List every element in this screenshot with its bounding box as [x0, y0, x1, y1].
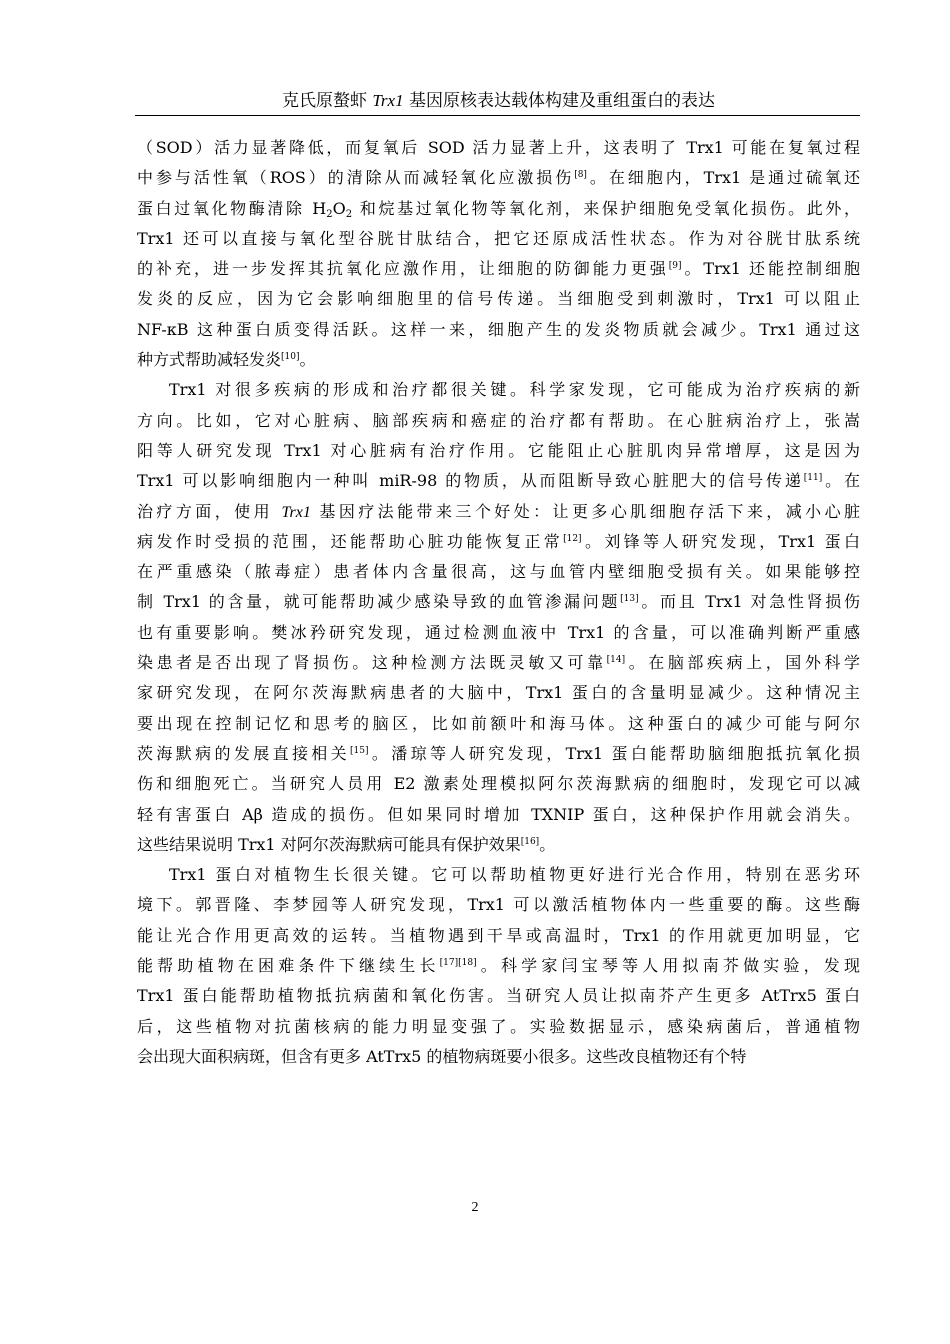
- header-rule: [135, 115, 860, 116]
- running-header: [137, 90, 860, 112]
- text-run: 伤和细胞死亡。当研究人员用 E2 激素处理模拟阿尔茨海默病的细胞时，发现它可以减: [137, 774, 860, 794]
- paragraph: [137, 375, 860, 860]
- text-run: 基因疗法能带来三个好处：让更多心肌细胞存活下来，减小心脏: [310, 501, 860, 521]
- citation-ref: [12]: [563, 533, 582, 544]
- text-line: [137, 254, 860, 284]
- text-line: [137, 709, 860, 739]
- text-run: 。刘锋等人研究发现，Trx1 蛋白: [581, 531, 860, 551]
- paragraph: [137, 133, 860, 375]
- body-text: [137, 133, 860, 1072]
- text-run: （SOD）活力显著降低，而复氧后 SOD 活力显著上升，这表明了 Trx1 可能在复氧过程: [137, 138, 860, 157]
- text-line: [137, 527, 860, 557]
- citation-ref: [11]: [803, 473, 823, 484]
- text-run: 。: [539, 834, 556, 854]
- text-run: Trx1 蛋白能帮助植物抵抗病菌和氧化伤害。当研究人员让拟南芥产生更多 AtTrx5 蛋白: [137, 986, 860, 1006]
- text-line: [137, 133, 860, 163]
- citation-ref: [17][18]: [439, 958, 477, 969]
- text-run: 轻有害蛋白 Aβ 造成的损伤。但如果同时增加 TXNIP 蛋白，这种保护作用就会消失。: [137, 804, 860, 824]
- text-run: 也有重要影响。樊冰矜研究发现，通过检测血液中 Trx1 的含量，可以准确判断严重感: [137, 622, 860, 642]
- text-run: 。在: [822, 471, 860, 491]
- text-run: 病发作时受损的范围，还能帮助心脏功能恢复正常: [137, 531, 564, 551]
- text-line: [137, 163, 860, 193]
- text-line: [137, 497, 860, 527]
- text-line: [137, 981, 860, 1011]
- text-run: Trx1 可以影响细胞内一种叫 miR-98 的物质，从而阻断导致心脏肥大的信号传递: [137, 471, 804, 491]
- text-line: [137, 284, 860, 314]
- text-run: 。Trx1 还能控制细胞: [681, 259, 860, 279]
- text-run: 能让光合作用更高效的运转。当植物遇到干旱或高温时，Trx1 的作用就更加明显，它: [137, 925, 860, 945]
- text-line: [137, 224, 860, 254]
- text-run: 茨海默病的发展直接相关: [137, 743, 351, 763]
- text-line: [137, 648, 860, 678]
- text-run: O: [332, 198, 346, 218]
- text-line: [137, 466, 860, 496]
- text-run: Trx1 还可以直接与氧化型谷胱甘肽结合，把它还原成活性状态。作为对谷胱甘肽系统: [137, 228, 860, 248]
- text-line: [137, 678, 860, 708]
- citation-ref: [13]: [620, 594, 639, 605]
- text-run: Trx1 对很多疾病的形成和治疗都很关键。科学家发现，它可能成为治疗疾病的新: [169, 380, 860, 400]
- text-run: 。潘琼等人研究发现，Trx1 蛋白能帮助脑细胞抵抗氧化损: [368, 743, 860, 763]
- text-line: [137, 1012, 860, 1042]
- text-run: 要出现在控制记忆和思考的脑区，比如前额叶和海马体。这种蛋白的减少可能与阿尔: [137, 713, 860, 733]
- text-run: 。在脑部疾病上，国外科学: [625, 653, 860, 673]
- header-title-prefix: 克氏原螯虾: [282, 91, 367, 111]
- text-run: 发炎的反应，因为它会影响细胞里的信号传递。当细胞受到刺激时，Trx1 可以阻止: [137, 289, 860, 309]
- text-line: [137, 860, 860, 890]
- text-line: [137, 557, 860, 587]
- citation-ref: [15]: [350, 745, 369, 756]
- citation-ref: [8]: [574, 170, 587, 181]
- subscript: 2: [345, 208, 353, 220]
- text-run: 家研究发现，在阿尔茨海默病患者的大脑中，Trx1 蛋白的含量明显减少。这种情况主: [137, 683, 860, 703]
- text-run: 和烷基过氧化物等氧化剂，来保护细胞免受氧化损伤。此外，: [352, 198, 860, 218]
- text-run: 方向。比如，它对心脏病、脑部疾病和癌症的治疗都有帮助。在心脏病治疗上，张嵩: [137, 410, 860, 430]
- text-line: [137, 436, 860, 466]
- text-line: [137, 739, 860, 769]
- text-line: [137, 951, 860, 981]
- citation-ref: [14]: [606, 655, 626, 666]
- header-title-suffix: 基因原核表达载体构建及重组蛋白的表达: [409, 91, 715, 111]
- text-run: 中参与活性氧（ROS）的清除从而减轻氧化应激损伤: [137, 168, 575, 188]
- text-line: [137, 921, 860, 951]
- text-run: 这些结果说明 Trx1 对阿尔茨海默病可能具有保护效果: [137, 834, 521, 854]
- text-run: 后，这些植物对抗菌核病的能力明显变强了。实验数据显示，感染病菌后，普通植物: [137, 1016, 860, 1036]
- text-line: [137, 618, 860, 648]
- gene-name-italic: Trx1: [281, 503, 311, 521]
- text-run: 蛋白过氧化物酶清除 H: [137, 198, 327, 218]
- text-run: 。而且 Trx1 对急性肾损伤: [638, 592, 860, 612]
- subscript: 2: [326, 208, 333, 220]
- page-number: 2: [471, 1200, 479, 1215]
- text-run: 制 Trx1 的含量，就可能帮助减少感染导致的血管渗漏问题: [137, 592, 621, 612]
- text-line: [137, 830, 860, 860]
- text-run: 染患者是否出现了肾损伤。这种检测方法既灵敏又可靠: [137, 653, 607, 673]
- text-line: [137, 890, 860, 920]
- text-run: 。科学家闫宝琴等人用拟南芥做实验，发现: [476, 956, 860, 976]
- text-line: [137, 406, 860, 436]
- text-run: 的补充，进一步发挥其抗氧化应激作用，让细胞的防御能力更强: [137, 259, 669, 279]
- citation-ref: [16]: [520, 836, 540, 847]
- text-run: 。在细胞内，Trx1 是通过硫氧还: [586, 168, 860, 188]
- text-line: [137, 345, 860, 375]
- paragraph: [137, 860, 860, 1072]
- text-line: [137, 194, 860, 224]
- text-run: NF-κB 这种蛋白质变得活跃。这样一来，细胞产生的发炎物质就会减少。Trx1 通过这: [137, 319, 860, 339]
- text-line: [137, 587, 860, 617]
- text-run: 境下。郭晋隆、李梦园等人研究发现，Trx1 可以激活植物体内一些重要的酶。这些酶: [137, 895, 860, 915]
- text-line: [137, 315, 860, 345]
- text-run: 阳等人研究发现 Trx1 对心脏病有治疗作用。它能阻止心脏肌肉异常增厚，这是因为: [137, 440, 860, 460]
- text-line: [137, 800, 860, 830]
- text-run: 种方式帮助减轻发炎: [137, 350, 282, 370]
- text-run: 治疗方面，使用: [137, 501, 282, 521]
- text-run: 在严重感染（脓毒症）患者体内含量很高，这与血管内壁细胞受损有关。如果能够控: [137, 562, 860, 582]
- text-line: [137, 375, 860, 405]
- text-run: 能帮助植物在困难条件下继续生长: [137, 956, 440, 976]
- text-line: [137, 769, 860, 799]
- citation-ref: [10]: [281, 352, 300, 363]
- text-run: 。: [299, 350, 316, 370]
- text-run: Trx1 蛋白对植物生长很关键。它可以帮助植物更好进行光合作用，特别在恶劣环: [169, 865, 860, 885]
- header-title-gene: Trx1: [372, 91, 404, 110]
- text-run: 会出现大面积病斑，但含有更多 AtTrx5 的植物病斑要小很多。这些改良植物还有个特: [137, 1046, 747, 1066]
- citation-ref: [9]: [668, 261, 682, 272]
- text-line: [137, 1042, 860, 1072]
